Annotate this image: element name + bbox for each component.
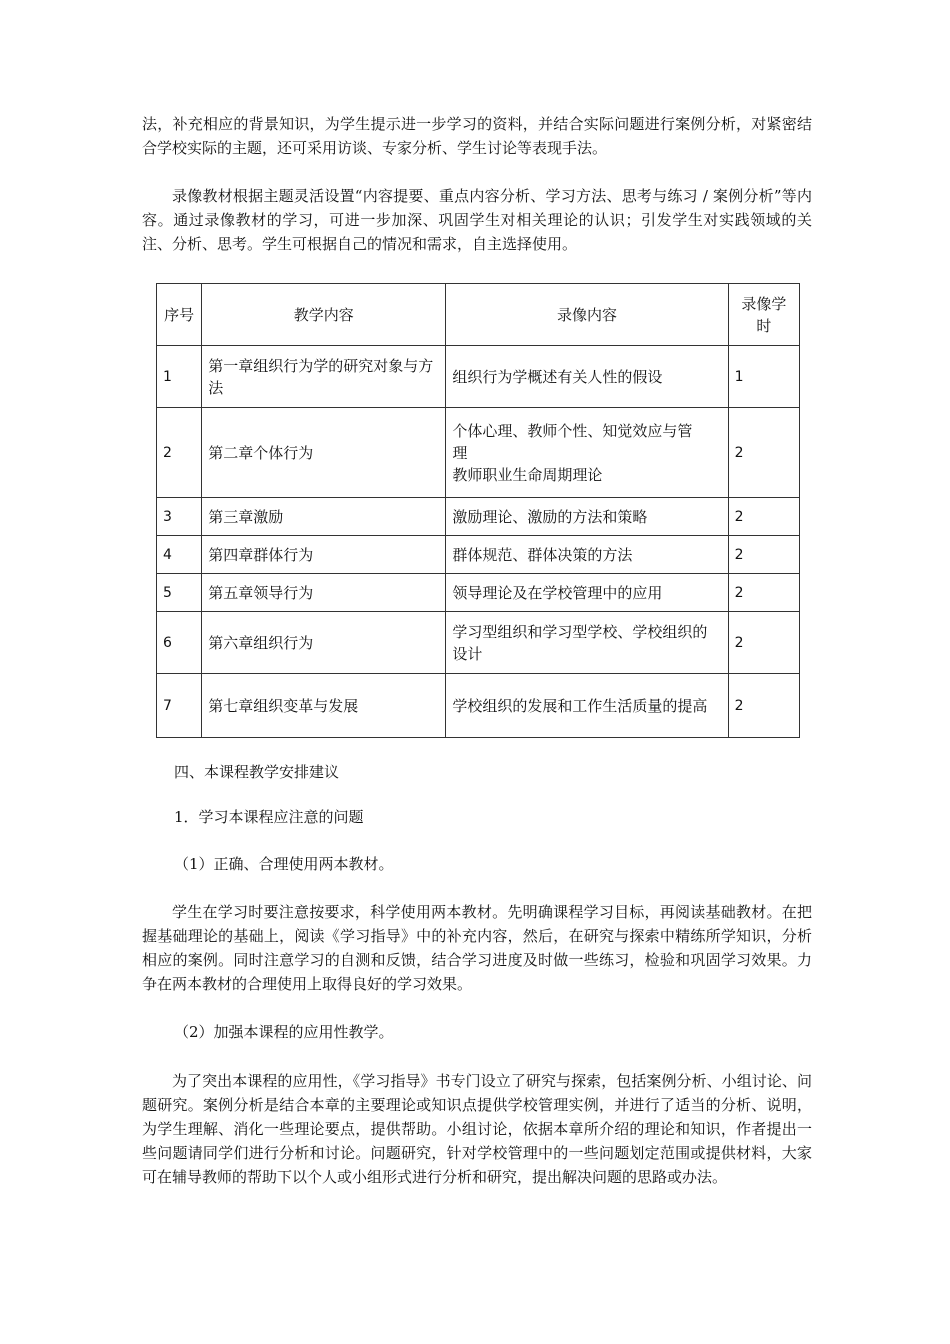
- row-hours: 2: [728, 408, 799, 498]
- table-row: [157, 612, 800, 674]
- row-content: 第五章领导行为: [202, 574, 446, 612]
- row-video-line: 个体心理、教师个性、知觉效应与管: [452, 421, 693, 440]
- row-content: 第三章激励: [202, 498, 446, 536]
- table-row: [157, 574, 800, 612]
- row-content: 第七章组织变革与发展: [202, 674, 446, 738]
- row-no: 4: [157, 536, 202, 574]
- table-row: [157, 674, 800, 738]
- row-hours: 2: [728, 612, 799, 674]
- row-video-line: 理: [452, 443, 468, 462]
- row-no: 5: [157, 574, 202, 612]
- table-row: [157, 536, 800, 574]
- row-video: 领导理论及在学校管理中的应用: [446, 574, 728, 612]
- video-course-table: [156, 283, 800, 738]
- row-content: 第一章组织行为学的研究对象与方法: [202, 346, 446, 408]
- row-video: 群体规范、群体决策的方法: [446, 536, 728, 574]
- row-no: 3: [157, 498, 202, 536]
- row-content: 第二章个体行为: [202, 408, 446, 498]
- section-title: 四、本课程教学安排建议: [174, 763, 340, 781]
- header-hours: 录像学时: [728, 284, 799, 346]
- item-heading-1: （1）正确、合理使用两本教材。: [174, 855, 394, 873]
- row-video: 组织行为学概述有关人性的假设: [446, 346, 728, 408]
- row-hours: 1: [728, 346, 799, 408]
- row-video: 学习型组织和学习型学校、学校组织的设计: [446, 612, 728, 674]
- table-header-row: [157, 284, 800, 346]
- item-heading-2: （2）加强本课程的应用性教学。: [174, 1023, 394, 1041]
- row-hours: 2: [728, 574, 799, 612]
- row-no: 2: [157, 408, 202, 498]
- row-content: 第四章群体行为: [202, 536, 446, 574]
- row-no: 1: [157, 346, 202, 408]
- row-video-line: 教师职业生命周期理论: [452, 465, 603, 484]
- subsection-title: 1．学习本课程应注意的问题: [174, 808, 364, 826]
- table-row: [157, 346, 800, 408]
- row-video: 激励理论、激励的方法和策略: [446, 498, 728, 536]
- paragraph-item-2: 为了突出本课程的应用性，《学习指导》书专门设立了研究与探索，包括案例分析、小组讨论、问题研究。案例分析是结合本章的主要理论或知识点提供学校管理实例，并进行了适当的分析、说明，为学生理解、消化一些理论要点，提供帮助。小组讨论，依据本章所介绍的理论和知识，作者提出一些问题请同学们进行分析和讨论。问题研究，针对学校管理中的一些问题划定范围或提供材料，大家可在辅导教师的帮助下以个人或小组形式进行分析和研究，提出解决问题的思路或办法。: [142, 1072, 812, 1186]
- row-no: 6: [157, 612, 202, 674]
- header-content: 教学内容: [202, 284, 446, 346]
- row-video: [446, 408, 728, 498]
- paragraph-video-materials: 录像教材根据主题灵活设置“内容提要、重点内容分析、学习方法、思考与练习 / 案例分析”等内容。通过录像教材的学习，可进一步加深、巩固学生对相关理论的认识；引发学生对实践领域的关注、分析、思考。学生可根据自己的情况和需求，自主选择使用。: [142, 187, 812, 253]
- header-no: 序号: [157, 284, 202, 346]
- paragraph-item-1: 学生在学习时要注意按要求，科学使用两本教材。先明确课程学习目标，再阅读基础教材。在把握基础理论的基础上，阅读《学习指导》中的补充内容，然后，在研究与探索中精练所学知识，分析相应的案例。同时注意学习的自测和反馈，结合学习进度及时做一些练习，检验和巩固学习效果。力争在两本教材的合理使用上取得良好的学习效果。: [142, 903, 812, 993]
- row-video: 学校组织的发展和工作生活质量的提高: [446, 674, 728, 738]
- table-row: [157, 498, 800, 536]
- row-hours: 2: [728, 674, 799, 738]
- paragraph-intro: 法，补充相应的背景知识，为学生提示进一步学习的资料，并结合实际问题进行案例分析，对紧密结合学校实际的主题，还可采用访谈、专家分析、学生讨论等表现手法。: [142, 115, 812, 157]
- row-content: 第六章组织行为: [202, 612, 446, 674]
- row-no: 7: [157, 674, 202, 738]
- table-row: [157, 408, 800, 498]
- row-hours: 2: [728, 536, 799, 574]
- header-video: 录像内容: [446, 284, 728, 346]
- row-hours: 2: [728, 498, 799, 536]
